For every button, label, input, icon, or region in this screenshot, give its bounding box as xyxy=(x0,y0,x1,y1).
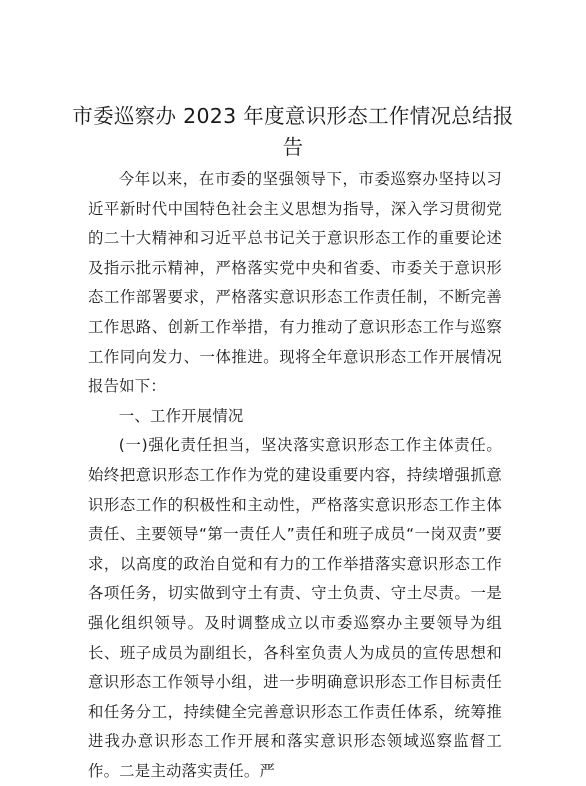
intro-paragraph: 今年以来，在市委的坚强领导下，市委巡察办坚持以习近平新时代中国特色社会主义思想为指导，深入学习贯彻党的二十大精神和习近平总书记关于意识形态工作的重要论述及指示批示精神，严格落实党中央和省委、市委关于意识形态工作部署要求，严格落实意识形态工作责任制，不断完善工作思路、创新工作举措，有力推动了意识形态工作与巡察工作同向发力、一体推进。现将全年意识形态工作开展情况报告如下： xyxy=(88,170,502,396)
section-paragraph: (一)强化责任担当，坚决落实意识形态工作主体责任。始终把意识形态工作作为党的建设重要内容，持续增强抓意识形态工作的积极性和主动性，严格落实意识形态工作主体责任、主要领导“第一责任人”责任和班子成员“一岗双责”要求，以高度的政治自觉和有力的工作举措落实意识形态工作各项任务，切实做到守土有责、守土负责、守土尽责。一是强化组织领导。及时调整成立以市委巡察办主要领导为组长、班子成员为副组长，各科室负责人为成员的宣传思想和意识形态工作领导小组，进一步明确意识形态工作目标责任和任务分工，持续健全完善意识形态工作责任体系，统筹推进我办意识形态工作开展和落实意识形态领域巡察监督工作。二是主动落实责任。严 xyxy=(88,436,502,780)
section-heading: 一、工作开展情况 xyxy=(118,406,244,425)
document-title: 市委巡察办 2023 年度意识形态工作情况总结报告 xyxy=(72,104,514,159)
document-body xyxy=(88,165,502,786)
